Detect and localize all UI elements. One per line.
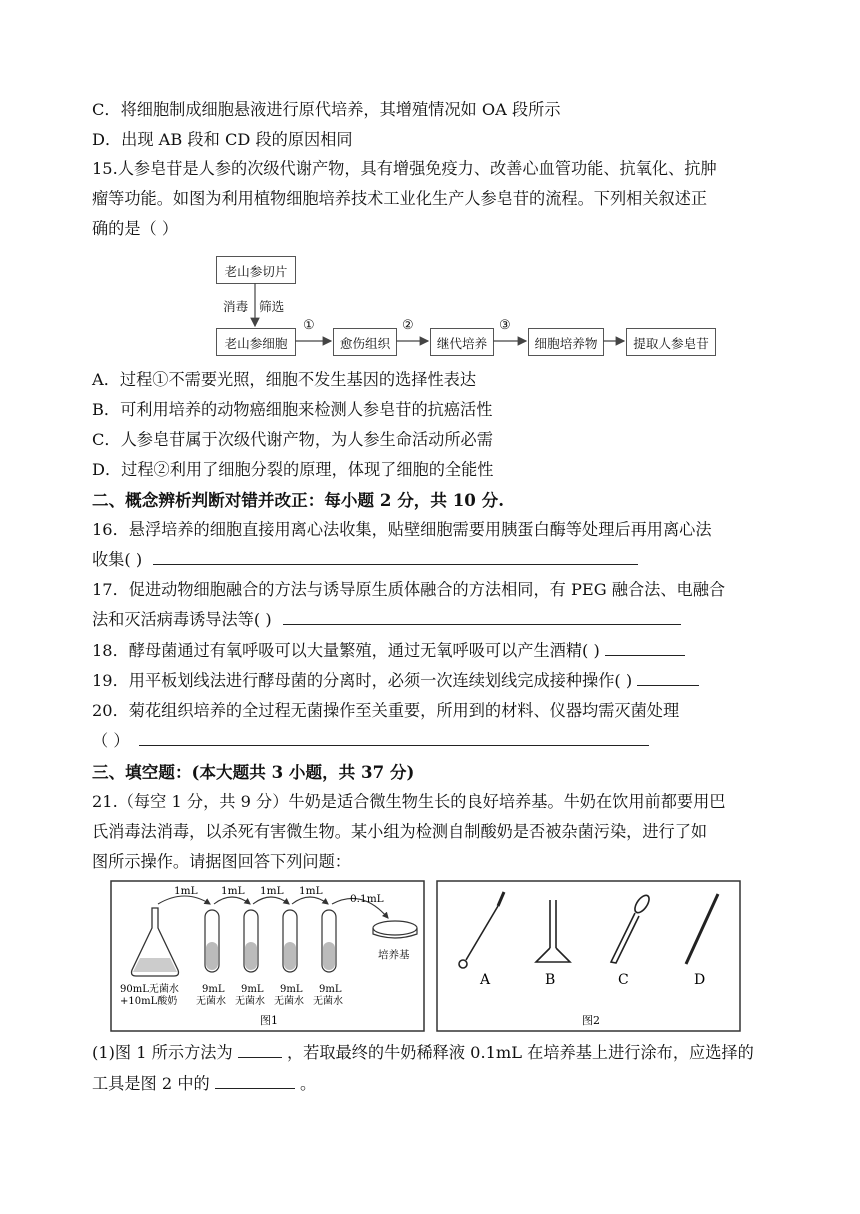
- fig1-caption: 图1: [260, 1014, 278, 1027]
- flow-step-3: ③: [499, 318, 511, 333]
- q20-paren: （ ）: [92, 731, 130, 750]
- q14-option-d: D．出现 AB 段和 CD 段的原因相同: [92, 130, 353, 149]
- fig2-label-b: B: [545, 972, 556, 988]
- flow-label-screen: 筛选: [259, 299, 285, 314]
- tool-spreader-icon: [536, 900, 570, 962]
- fig1-tube3-l2: 无菌水: [274, 996, 304, 1007]
- fig1-transfer-3: 1mL: [299, 885, 323, 897]
- q21-line1: 21.（每空 1 分，共 9 分）牛奶是适合微生物生长的良好培养基。牛奶在饮用前都要用巴: [92, 792, 726, 811]
- fig1-transfer-0: 1mL: [174, 885, 198, 897]
- q15-option-d: D．过程②利用了细胞分裂的原理，体现了细胞的全能性: [92, 460, 494, 479]
- tool-dropper-icon: [611, 893, 652, 963]
- fig1-dish-label: 培养基: [378, 949, 410, 961]
- q21-1-text-c: 工具是图 2 中的: [92, 1074, 210, 1093]
- fig1-transfer-2: 1mL: [260, 885, 284, 897]
- q17-line2: [92, 609, 681, 631]
- q19-text: 19．用平板划线法进行酵母菌的分离时，必须一次连续划线完成接种操作( ): [92, 671, 633, 690]
- q16-line2: [92, 549, 638, 571]
- q17-paren: 法和灭活病毒诱导法等( ): [92, 610, 272, 629]
- section2-title: 二、概念辨析判断对错并改正：每小题 2 分，共 10 分.: [92, 490, 504, 510]
- q18-answer-blank[interactable]: [605, 641, 685, 656]
- flow-step-1: ①: [303, 318, 315, 333]
- q21-1-line2: [92, 1073, 316, 1095]
- q20-line2: [92, 730, 649, 752]
- q15-option-a: A．过程①不需要光照，细胞不发生基因的选择性表达: [92, 370, 477, 389]
- q15-option-c: C．人参皂苷属于次级代谢产物，为人参生命活动所必需: [92, 430, 493, 449]
- fig1-tube2-l2: 无菌水: [235, 996, 265, 1007]
- flow-box-subculture: 继代培养: [430, 328, 494, 356]
- q21-1-line1: [92, 1042, 754, 1064]
- tool-needle-icon: [686, 894, 718, 964]
- fig2-caption: 图2: [582, 1014, 600, 1027]
- q16-paren: 收集( ): [92, 550, 143, 569]
- flow-label-disinfect: 消毒: [223, 299, 249, 314]
- fig1-tube1-l1: 9mL: [202, 984, 225, 995]
- q18-line: [92, 640, 685, 662]
- flow-box-culture: 细胞培养物: [528, 328, 604, 356]
- q21-line2: 氏消毒法消毒，以杀死有害微生物。某小组为检测自制酸奶是否被杂菌污染，进行了如: [92, 822, 708, 841]
- figure-1: [110, 880, 426, 1032]
- tool-inoculation-loop-icon: [459, 892, 504, 968]
- flow-box-slice: 老山参切片: [216, 256, 296, 284]
- q15-stem-line2: 瘤等功能。如图为利用植物细胞培养技术工业化生产人参皂苷的流程。下列相关叙述正: [92, 189, 708, 208]
- fig2-label-a: A: [480, 972, 491, 988]
- fig1-flask-label-2: +10mL酸奶: [120, 996, 178, 1007]
- fig1-tube2-l1: 9mL: [241, 984, 264, 995]
- q18-text: 18．酵母菌通过有氧呼吸可以大量繁殖，通过无氧呼吸可以产生酒精( ): [92, 641, 600, 660]
- q21-1-blank-1[interactable]: [238, 1043, 282, 1058]
- fig1-tube4-l2: 无菌水: [313, 996, 343, 1007]
- section3-title: 三、填空题：(本大题共 3 小题，共 37 分): [92, 762, 415, 782]
- q19-line: [92, 670, 699, 692]
- fig2-label-d: D: [694, 972, 706, 988]
- fig1-tube3-l1: 9mL: [280, 984, 303, 995]
- q17-line1: 17．促进动物细胞融合的方法与诱导原生质体融合的方法相同，有 PEG 融合法、电融合: [92, 580, 726, 599]
- flow-box-extract: 提取人参皂苷: [626, 328, 716, 356]
- q20-line1: 20．菊花组织培养的全过程无菌操作至关重要，所用到的材料、仪器均需灭菌处理: [92, 701, 680, 720]
- fig1-flask-label-1: 90mL无菌水: [120, 984, 179, 995]
- q16-answer-blank[interactable]: [153, 550, 638, 565]
- fig1-tube1-l2: 无菌水: [196, 996, 226, 1007]
- q17-answer-blank[interactable]: [283, 610, 681, 625]
- q15-option-b: B．可利用培养的动物癌细胞来检测人参皂苷的抗癌活性: [92, 400, 493, 419]
- q15-stem-line3: 确的是（ ）: [92, 219, 179, 238]
- q15-stem-line1: 15.人参皂苷是人参的次级代谢产物，具有增强免疫力、改善心血管功能、抗氧化、抗肿: [92, 159, 717, 178]
- flow-arrows: [0, 0, 860, 380]
- q21-1-text-b: ，若取最终的牛奶稀释液 0.1mL 在培养基上进行涂布，应选择的: [286, 1043, 754, 1062]
- fig1-transfer-4: 0.1mL: [350, 893, 384, 905]
- flow-box-cells: 老山参细胞: [216, 328, 296, 356]
- flow-box-callus: 愈伤组织: [333, 328, 397, 356]
- fig1-tube4-l1: 9mL: [319, 984, 342, 995]
- q19-answer-blank[interactable]: [637, 671, 699, 686]
- q14-option-c: C．将细胞制成细胞悬液进行原代培养，其增殖情况如 OA 段所示: [92, 100, 561, 119]
- q21-1-text-d: 。: [300, 1074, 317, 1093]
- q21-1-blank-2[interactable]: [215, 1074, 295, 1089]
- flow-step-2: ②: [402, 318, 414, 333]
- q21-line3: 图所示操作。请据图回答下列问题：: [92, 852, 351, 871]
- q16-line1: 16．悬浮培养的细胞直接用离心法收集，贴壁细胞需要用胰蛋白酶等处理后再用离心法: [92, 520, 712, 539]
- q20-answer-blank[interactable]: [139, 731, 649, 746]
- fig2-label-c: C: [618, 972, 629, 988]
- q21-1-text-a: (1)图 1 所示方法为: [92, 1043, 233, 1062]
- figure-2: [436, 880, 742, 1032]
- fig1-transfer-1: 1mL: [221, 885, 245, 897]
